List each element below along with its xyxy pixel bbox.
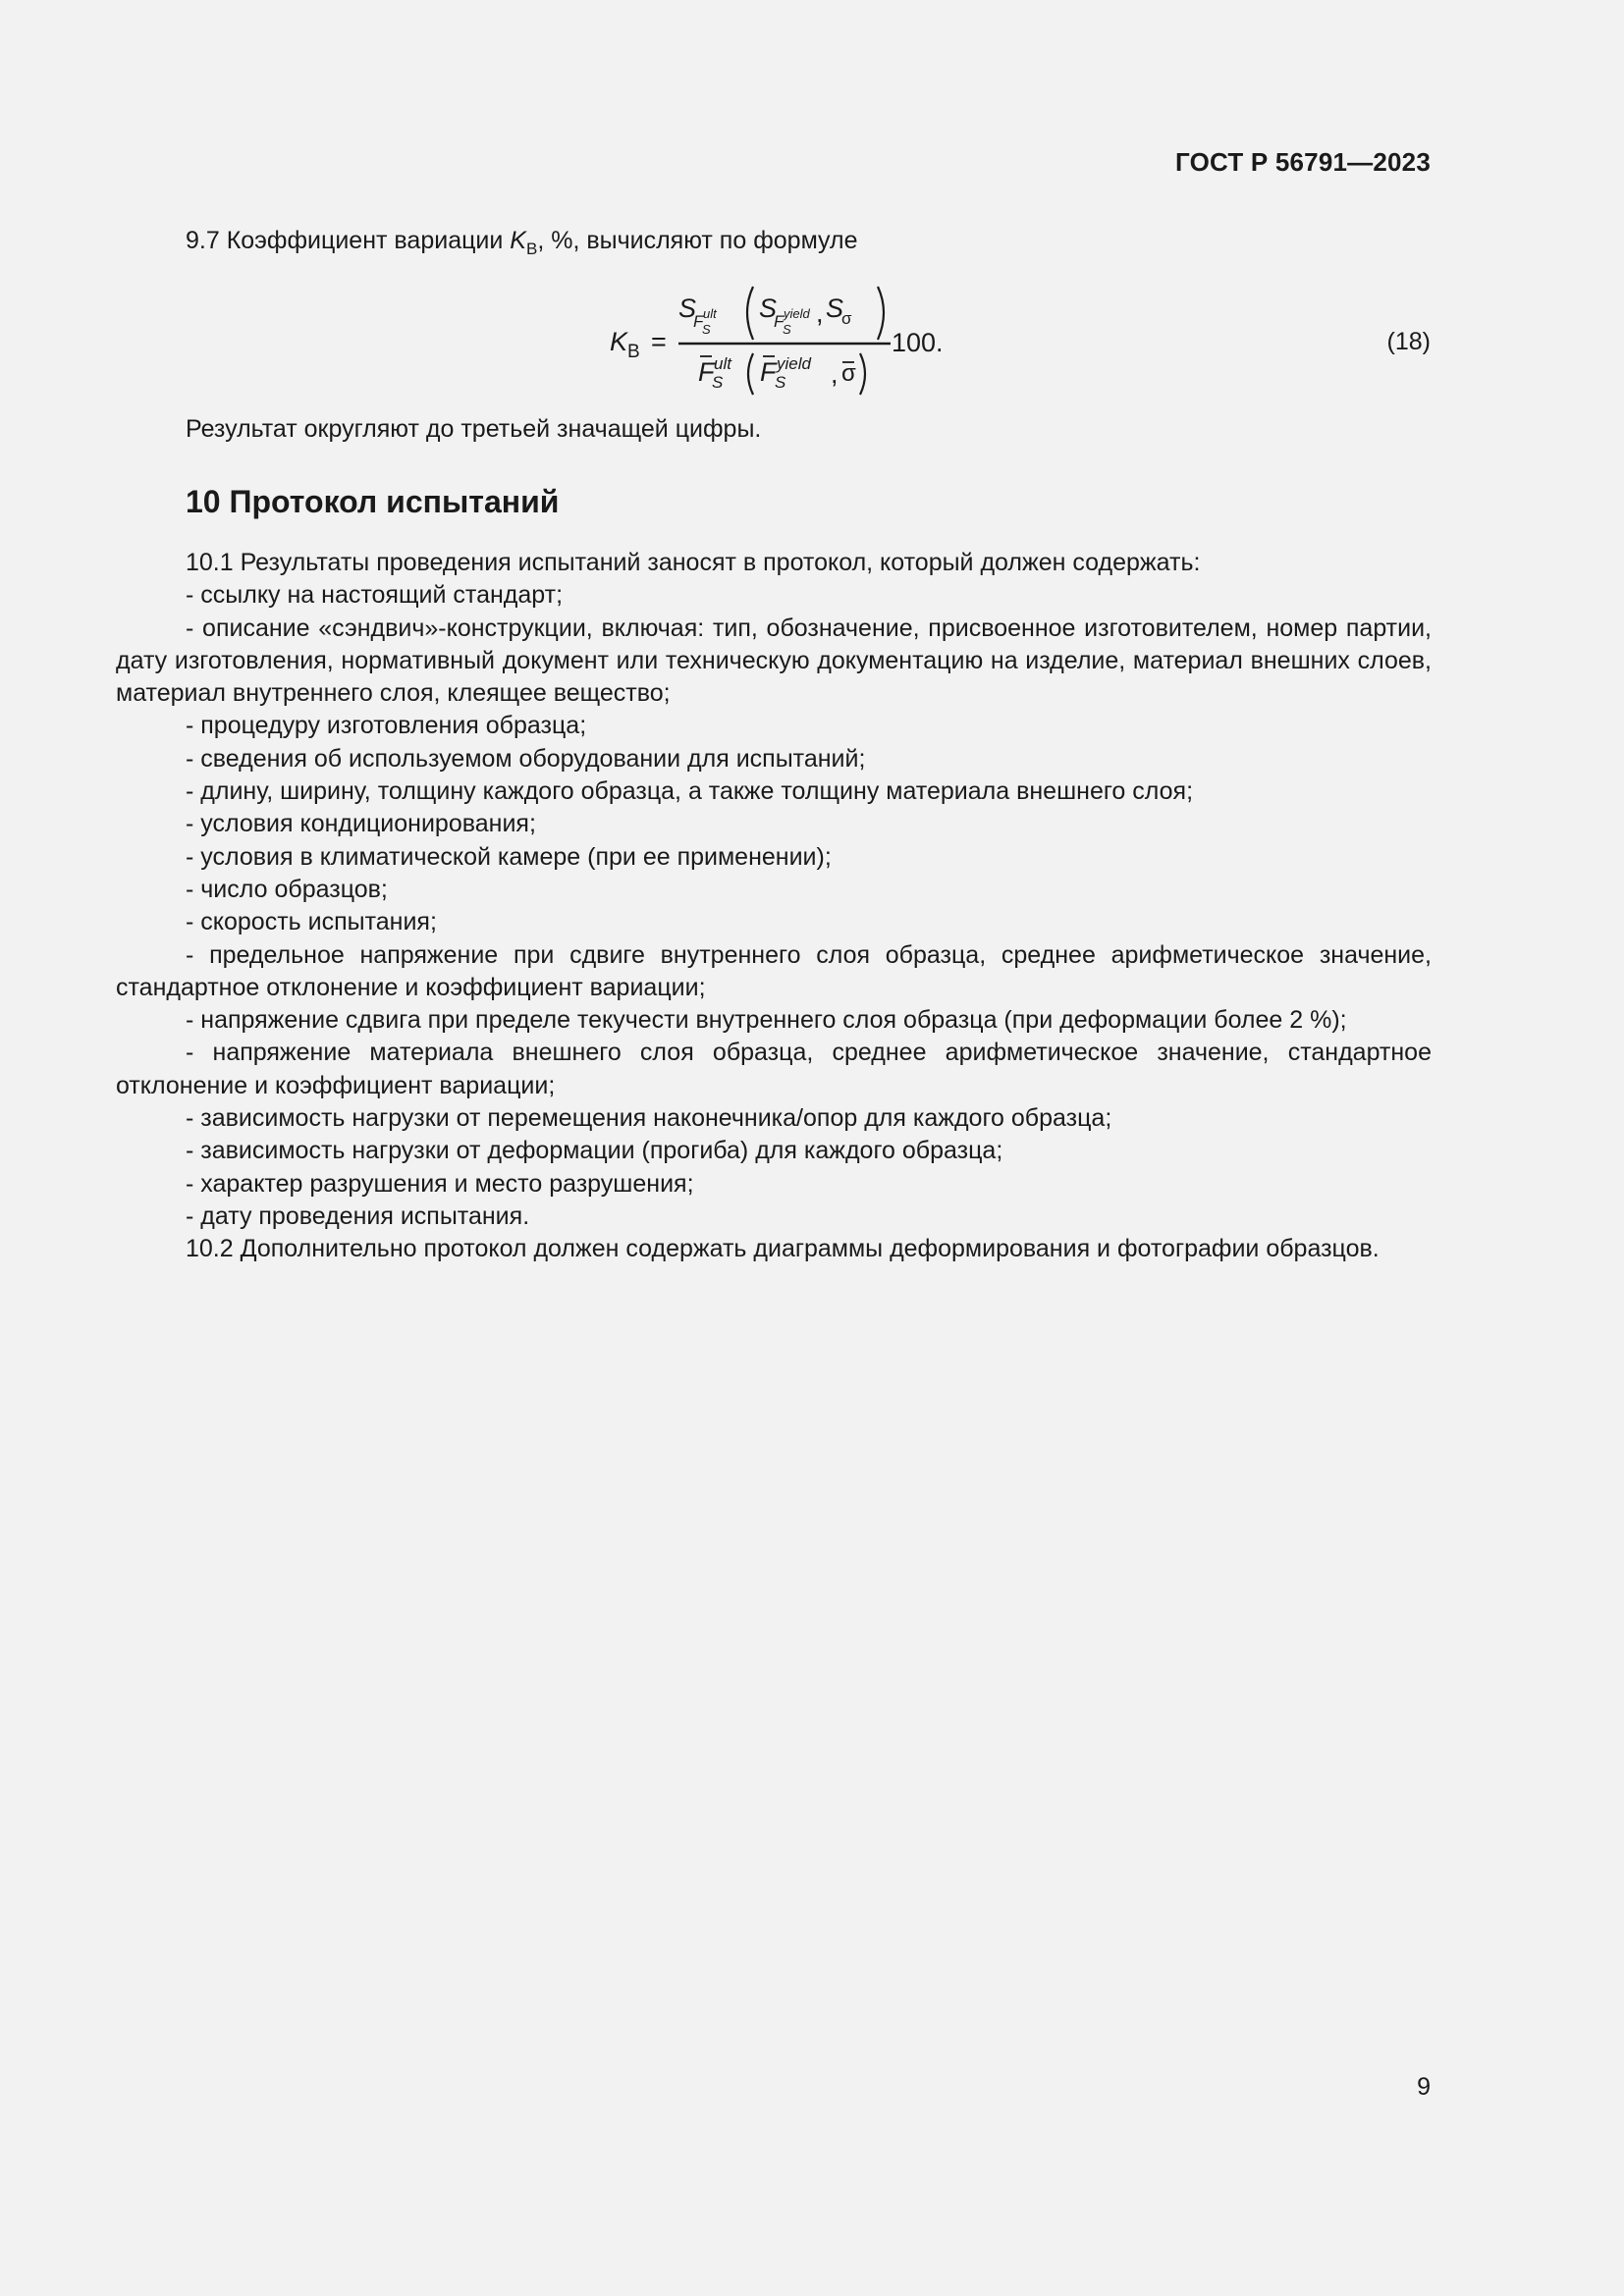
formula-18 [608,273,961,400]
svg-text:σ: σ [841,309,852,328]
formula-lhs-sub: В [627,342,640,362]
clause-lead: 9.7 Коэффициент вариации [186,227,511,254]
formula-graphic [608,273,961,400]
svg-text:yield: yield [784,306,810,321]
formula-lhs: K [610,327,628,356]
svg-text:S: S [678,294,697,323]
list-item: - скорость испытания; [186,908,437,936]
svg-text:S: S [702,322,711,337]
svg-text:S: S [712,373,724,392]
clause-9-7 [116,225,1432,259]
protocol-list [116,547,1432,1266]
svg-text:,: , [816,298,824,328]
list-item: - зависимость нагрузки от перемещения наконечника/опор для каждого образца; [186,1104,1112,1133]
section-title: 10 Протокол испытаний [186,484,560,519]
svg-text:yield: yield [777,354,811,373]
list-item: - условия в климатической камере (при ее применении); [186,842,832,871]
svg-text:ult: ult [703,306,717,321]
svg-text:σ: σ [841,360,856,387]
list-item: - длину, ширину, толщину каждого образца, а также толщину материала внешнего слоя; [186,777,1194,806]
result-note: Результат округляют до третьей значащей цифры. [186,415,762,443]
list-item: - ссылку на настоящий стандарт; [186,581,564,610]
formula-equals: = [651,327,667,356]
list-item: - напряжение сдвига при пределе текучести внутреннего слоя образца (при деформации более 2 %); [186,1006,1347,1035]
list-item: - процедуру изготовления образца; [186,712,587,740]
svg-text:S: S [783,322,791,337]
list-item: - дату проведения испытания. [186,1201,530,1230]
svg-text:S: S [775,373,786,392]
list-item: - зависимость нагрузки от деформации (прогиба) для каждого образца; [186,1137,1003,1165]
svg-text:ult: ult [714,354,731,373]
svg-text:,: , [831,359,839,389]
formula-multiplier: 100. [892,328,944,357]
svg-text:F: F [698,357,715,387]
equation-number: (18) [1386,328,1431,355]
list-item: - описание «сэндвич»-конструкции, включая: тип, обозначение, присвоенное изготовителем, номер партии, дату изготовления, нормативный документ или техническую документацию на изделие, материал внешних слоев, материал внутреннего слоя, клеящее вещество; [116,614,1432,708]
svg-text:F: F [774,312,785,331]
paragraph-10-2: 10.2 Дополнительно протокол должен содержать диаграммы деформирования и фотографии образцов. [186,1235,1380,1263]
page-number: 9 [1417,2073,1431,2101]
list-item: - напряжение материала внешнего слоя образца, среднее арифметическое значение, стандартное отклонение и коэффициент вариации; [116,1039,1432,1099]
svg-text:S: S [759,294,778,323]
k-subscript: В [525,240,538,258]
list-item: - условия кондиционирования; [186,810,536,838]
paragraph-10-1: 10.1 Результаты проведения испытаний заносят в протокол, который должен содержать: [186,549,1201,576]
result-note-block [116,413,1432,446]
svg-text:F: F [760,357,777,387]
k-symbol: K [510,227,526,254]
clause-tail: , %, вычисляют по формуле [537,227,858,254]
list-item: - сведения об используемом оборудовании для испытаний; [186,744,866,773]
clause-9-7-text [116,225,1432,259]
list-item: - характер разрушения и место разрушения; [186,1169,694,1198]
list-item: - предельное напряжение при сдвиге внутреннего слоя образца, среднее арифметическое значение, стандартное отклонение и коэффициент вариации; [116,940,1432,1001]
document-code: ГОСТ Р 56791—2023 [1175,147,1431,177]
svg-text:F: F [693,312,704,331]
list-item: - число образцов; [186,875,388,903]
svg-text:S: S [826,294,844,323]
